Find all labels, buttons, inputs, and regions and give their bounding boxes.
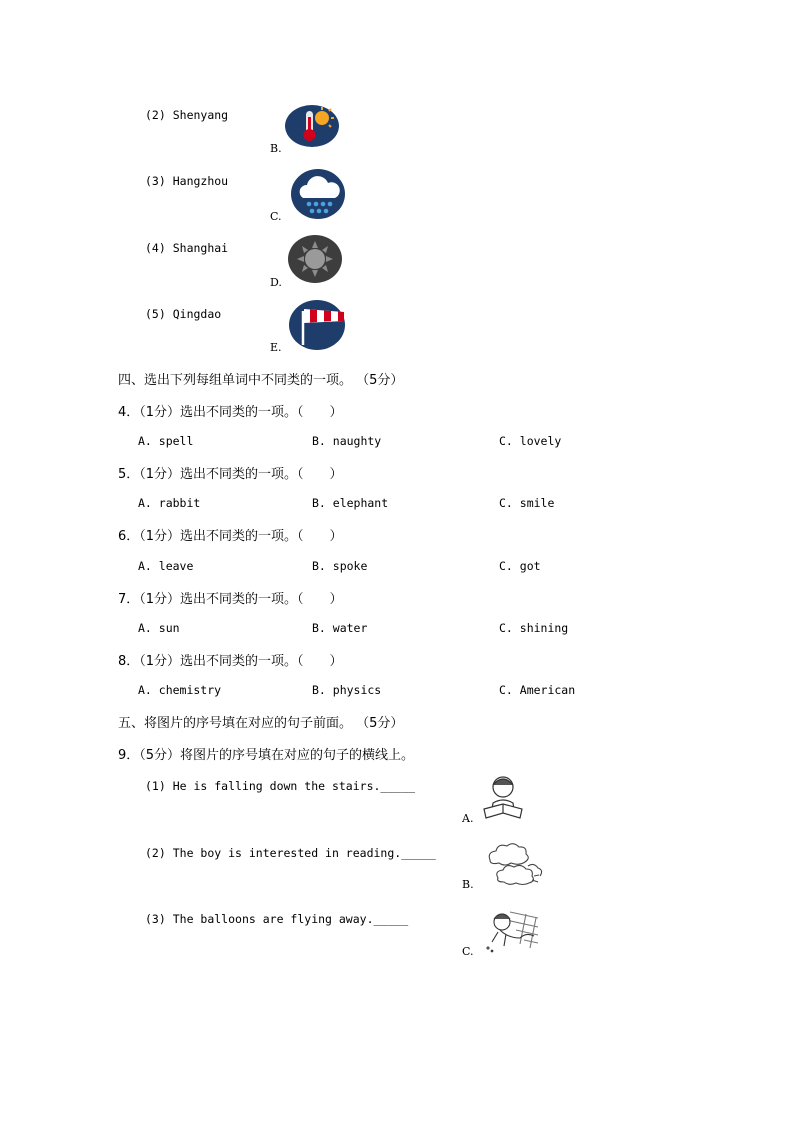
- sentence-text: The balloons are flying away._____: [172, 912, 409, 926]
- city-label: Hangzhou: [172, 174, 229, 188]
- match-item-hangzhou: (3) Hangzhou: [145, 174, 229, 188]
- question-stem: 8．（1分）选出不同类的一项。（ ）: [118, 654, 343, 669]
- clouds-icon: [484, 840, 546, 890]
- option-letter: A.: [462, 812, 474, 825]
- question-stem: 6．（1分）选出不同类的一项。（ ）: [118, 529, 343, 544]
- boy-reading-icon: [474, 771, 532, 821]
- option-a[interactable]: A. spell: [138, 434, 194, 448]
- sentence-item: (1) He is falling down the stairs._____: [145, 779, 416, 793]
- match-item-shenyang: (2) Shenyang: [145, 108, 229, 122]
- option-a[interactable]: A. rabbit: [138, 496, 201, 510]
- option-c[interactable]: C. smile: [499, 496, 555, 510]
- gray-sun-icon: [287, 234, 343, 284]
- option-letter: C.: [270, 210, 282, 223]
- question-stem: 5．（1分）选出不同类的一项。（ ）: [118, 467, 343, 482]
- option-letter: B.: [462, 878, 474, 891]
- option-b[interactable]: B. naughty: [312, 434, 382, 448]
- option-b[interactable]: B. spoke: [312, 559, 368, 573]
- city-label: Qingdao: [172, 307, 222, 321]
- city-label: Shanghai: [172, 241, 229, 255]
- option-c[interactable]: C. lovely: [499, 434, 562, 448]
- option-c[interactable]: C. shining: [499, 621, 569, 635]
- windsock-icon: [288, 299, 350, 351]
- section-4-heading: 四、选出下列每组单词中不同类的一项。 （5分）: [118, 373, 404, 388]
- question-stem: 7．（1分）选出不同类的一项。（ ）: [118, 592, 343, 607]
- match-item-qingdao: (5) Qingdao: [145, 307, 222, 321]
- option-letter: C.: [462, 945, 474, 958]
- option-b[interactable]: B. physics: [312, 683, 382, 697]
- thermometer-sun-icon: [284, 104, 342, 148]
- option-letter: D.: [270, 276, 282, 289]
- question-stem: 4．（1分）选出不同类的一项。（ ）: [118, 405, 343, 420]
- sentence-text: The boy is interested in reading._____: [172, 846, 436, 860]
- option-b[interactable]: B. elephant: [312, 496, 389, 510]
- rain-cloud-icon: [290, 168, 348, 220]
- boy-falling-icon: [480, 906, 542, 956]
- sentence-item: (3) The balloons are flying away._____: [145, 912, 409, 926]
- option-letter: B.: [270, 142, 282, 155]
- option-a[interactable]: A. leave: [138, 559, 194, 573]
- option-c[interactable]: C. American: [499, 683, 576, 697]
- option-a[interactable]: A. sun: [138, 621, 180, 635]
- option-letter: E.: [270, 341, 282, 354]
- option-b[interactable]: B. water: [312, 621, 368, 635]
- option-c[interactable]: C. got: [499, 559, 541, 573]
- city-label: Shenyang: [172, 108, 229, 122]
- option-a[interactable]: A. chemistry: [138, 683, 222, 697]
- question-stem: 9．（5分）将图片的序号填在对应的句子的横线上。: [118, 748, 415, 763]
- section-5-heading: 五、将图片的序号填在对应的句子前面。 （5分）: [118, 716, 404, 731]
- match-item-shanghai: (4) Shanghai: [145, 241, 229, 255]
- sentence-text: He is falling down the stairs._____: [172, 779, 416, 793]
- sentence-item: (2) The boy is interested in reading._____: [145, 846, 436, 860]
